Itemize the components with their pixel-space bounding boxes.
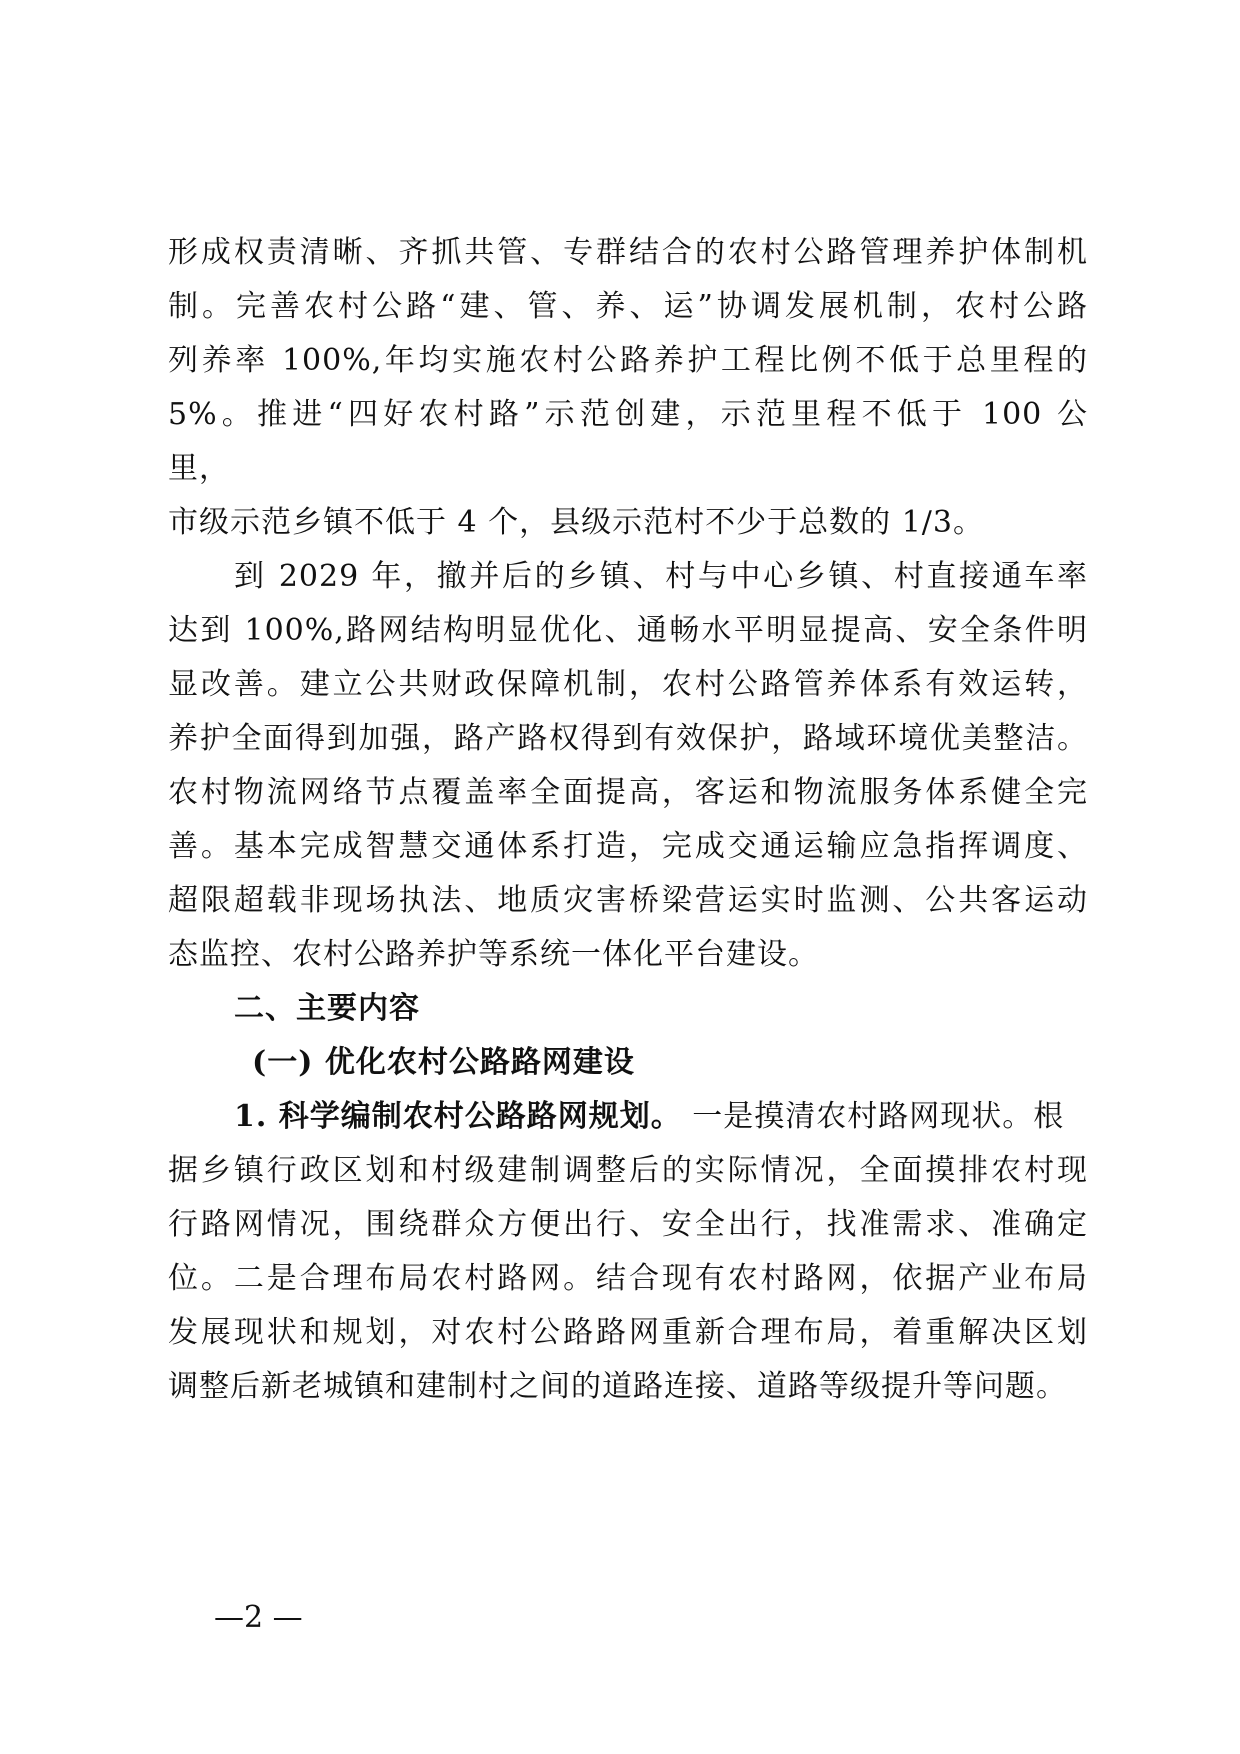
page-number: —2 — (214, 1600, 303, 1635)
paragraph-line: 显改善。建立公共财政保障机制，农村公路管养体系有效运转， (168, 667, 1088, 702)
paragraph-line: 养护全面得到加强，路产路权得到有效保护，路域环境优美整洁。 (168, 721, 1088, 756)
document-body (168, 226, 1088, 1414)
paragraph-line: 里， (168, 451, 230, 486)
paragraph-line: 达到 100%,路网结构明显优化、通畅水平明显提高、安全条件明 (168, 613, 1088, 648)
paragraph-network-planning (168, 1090, 1088, 1414)
paragraph-line: 5%。推进“四好农村路”示范创建，示范里程不低于 100 公 (168, 397, 1088, 432)
paragraph-line: 位。二是合理布局农村路网。结合现有农村路网，依据产业布局 (168, 1261, 1088, 1296)
paragraph-first-line (168, 1090, 1088, 1144)
paragraph-line: 列养率 100%,年均实施农村公路养护工程比例不低于总里程的 (168, 343, 1088, 378)
paragraph-line: 据乡镇行政区划和村级建制调整后的实际情况，全面摸排农村现 (168, 1153, 1088, 1188)
paragraph-line: 到 2029 年，撤并后的乡镇、村与中心乡镇、村直接通车率 (234, 559, 1088, 594)
paragraph-line: 超限超载非现场执法、地质灾害桥梁营运实时监测、公共客运动 (168, 883, 1088, 918)
paragraph-goals-rural-roads (168, 226, 1088, 550)
paragraph-line: 行路网情况，围绕群众方便出行、安全出行，找准需求、准确定 (168, 1207, 1088, 1242)
paragraph-lead-title: 1. 科学编制农村公路路网规划。 (234, 1099, 682, 1134)
paragraph-line: 形成权责清晰、齐抓共管、专群结合的农村公路管理养护体制机 (168, 235, 1088, 270)
paragraph-lead-rest: 一是摸清农村路网现状。根 (681, 1099, 1065, 1134)
paragraph-line: 制。完善农村公路“建、管、养、运”协调发展机制，农村公路 (168, 289, 1088, 324)
paragraph-line: 调整后新老城镇和建制村之间的道路连接、道路等级提升等问题。 (168, 1369, 1067, 1404)
paragraph-line: 态监控、农村公路养护等系统一体化平台建设。 (168, 937, 819, 972)
subsection-heading: (一) 优化农村公路路网建设 (252, 1045, 635, 1080)
paragraph-line: 善。基本完成智慧交通体系打造，完成交通运输应急指挥调度、 (168, 829, 1088, 864)
paragraph-line: 农村物流网络节点覆盖率全面提高，客运和物流服务体系健全完 (168, 775, 1088, 810)
paragraph-2029-targets (168, 550, 1088, 982)
section-heading: 二、主要内容 (234, 991, 420, 1026)
paragraph-line: 市级示范乡镇不低于 4 个，县级示范村不少于总数的 1/3。 (168, 505, 984, 540)
paragraph-line: 发展现状和规划，对农村公路路网重新合理布局，着重解决区划 (168, 1315, 1088, 1350)
